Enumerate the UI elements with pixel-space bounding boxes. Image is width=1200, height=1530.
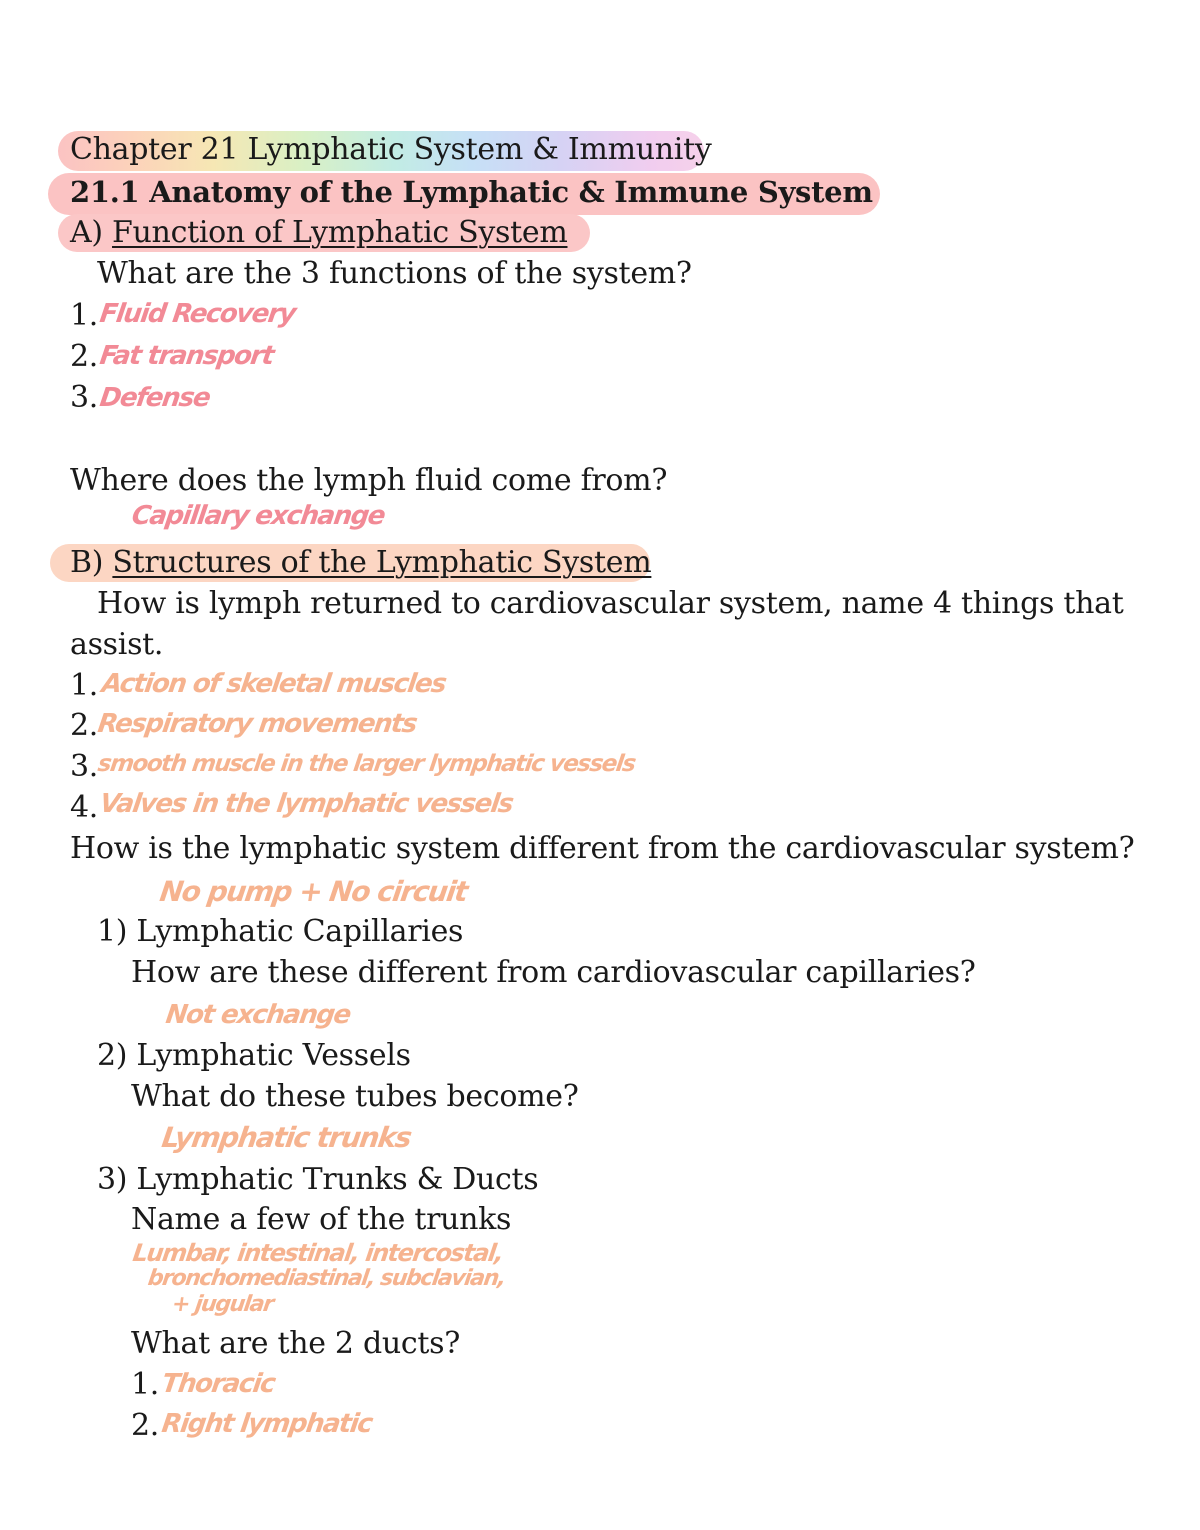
part-b-heading-text: Structures of the Lymphatic System [112, 545, 652, 580]
sub2-answer: Lymphatic trunks [159, 1121, 413, 1154]
section-title: 21.1 Anatomy of the Lymphatic & Immune System [70, 175, 873, 209]
part-b-item-num-3: 3. [70, 749, 99, 784]
part-b-answer-4: Valves in the lymphatic vessels [97, 789, 515, 819]
part-a-item-num-2: 2. [70, 339, 99, 374]
part-b-question-line-1: How is lymph returned to cardiovascular system, name 4 things that [97, 586, 1124, 621]
part-a-answer-3: Defense [97, 383, 212, 413]
part-a-question-2: Where does the lymph fluid come from? [70, 463, 668, 498]
sub1-title: 1) Lymphatic Capillaries [97, 914, 464, 949]
part-b-answer-2: Respiratory movements [95, 709, 419, 739]
duct-answer-1: Thoracic [159, 1369, 277, 1399]
duct-num-2: 2. [131, 1408, 160, 1443]
part-a-item-num-3: 3. [70, 380, 99, 415]
part-b-prefix: B) [70, 545, 113, 580]
part-b-heading [70, 543, 651, 583]
part-b-question-2: How is the lymphatic system different from the cardiovascular system? [70, 831, 1135, 866]
part-a-heading-text: Function of Lymphatic System [112, 215, 568, 250]
sub3-question: Name a few of the trunks [131, 1202, 512, 1237]
sub3-answer-line-2: bronchomediastinal, subclavian, [146, 1266, 507, 1291]
part-b-item-num-1: 1. [70, 668, 99, 703]
part-a-answer-1: Fluid Recovery [97, 299, 297, 329]
sub3-answer-line-3: + jugular [170, 1292, 275, 1317]
sub1-question: How are these different from cardiovascular capillaries? [131, 955, 976, 990]
part-a-prefix: A) [70, 215, 113, 250]
part-a-answer-2: Fat transport [97, 341, 275, 371]
duct-answer-2: Right lymphatic [159, 1409, 374, 1439]
part-a-item-num-1: 1. [70, 298, 99, 333]
part-a-heading [70, 213, 568, 253]
sub1-answer: Not exchange [163, 1000, 352, 1030]
part-b-answer-3: smooth muscle in the larger lymphatic vessels [96, 751, 637, 777]
sub3-question-2: What are the 2 ducts? [131, 1326, 461, 1361]
part-a-question: What are the 3 functions of the system? [97, 256, 692, 291]
chapter-title: Chapter 21 Lymphatic System & Immunity [70, 132, 712, 167]
duct-num-1: 1. [131, 1367, 160, 1402]
part-b-item-num-4: 4. [70, 790, 99, 825]
sub2-question: What do these tubes become? [131, 1079, 579, 1114]
part-b-item-num-2: 2. [70, 708, 99, 743]
sub2-title: 2) Lymphatic Vessels [97, 1038, 411, 1073]
sub3-title: 3) Lymphatic Trunks & Ducts [97, 1162, 539, 1197]
sub3-answer-line-1: Lumbar, intestinal, intercostal, [131, 1239, 505, 1267]
part-b-answer-difference: No pump + No circuit [157, 875, 469, 908]
part-b-question-line-2: assist. [70, 627, 164, 662]
part-a-answer-lymph-source: Capillary exchange [129, 501, 387, 531]
part-b-answer-1: Action of skeletal muscles [99, 669, 448, 699]
